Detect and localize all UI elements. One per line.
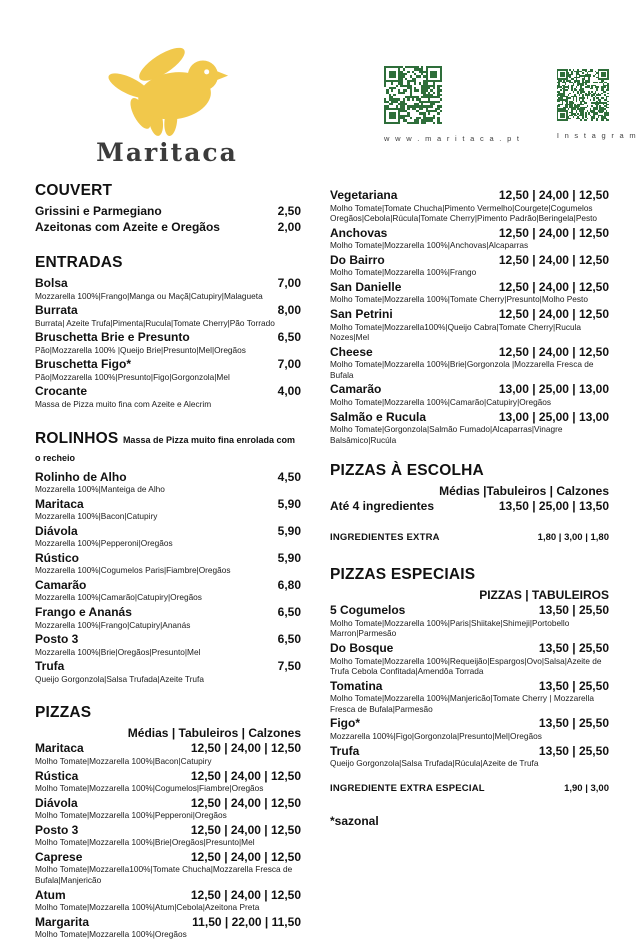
item-price: 12,50 | 24,00 | 12,50 [190,768,301,783]
menu-item [35,915,301,940]
item-name: Diávola [35,795,78,810]
qr-website-label: w w w . m a r i t a c a . p t [384,134,521,143]
menu-item-row [35,915,301,929]
item-ingredients: Pão|Mozzarella 100%|Presunto|Figo|Gorgonzola|Mel [35,371,230,382]
menu-item [330,679,609,715]
menu-item [35,551,301,576]
rolinhos-items [35,470,301,685]
item-name: Atum [35,887,66,902]
menu-item [330,603,609,639]
item-name: Camarão [330,382,382,397]
item-ingredients: Molho Tomate|Mozzarella 100%|Manjericão|Tomate Cherry | Mozzarella Fresca de Bufala|Parmesão [330,693,594,714]
menu-item-row [35,578,301,592]
item-price: 6,50 [277,330,301,345]
ingrediente-extra-especial-label: INGREDIENTE EXTRA ESPECIAL [330,782,485,794]
menu-item [35,605,301,630]
menu-item-row [330,188,609,202]
left-column [35,182,301,942]
item-ingredients: Burrata| Azeite Trufa|Pimenta|Rucula|Tomate Cherry|Pão Torrado [35,317,275,328]
right-column [330,188,609,828]
item-name: Rústica [35,768,79,783]
item-ingredients: Mozzarella 100%|Bacon|Catupiry [35,511,158,522]
sazonal-footnote: *sazonal [330,813,379,828]
section-title-escolha: PIZZAS À ESCOLHA [330,462,484,480]
item-price: 13,00 | 25,00 | 13,00 [498,409,609,424]
especiais-items [330,603,609,768]
item-name: Até 4 ingredientes [330,499,435,514]
ingrediente-extra-especial-price: 1,90 | 3,00 [564,782,609,794]
menu-item [330,253,609,278]
menu-item-row [330,641,609,655]
item-name: Camarão [35,577,87,592]
menu-item [35,850,301,886]
item-price: 5,90 [277,523,301,538]
menu-item-row [35,741,301,755]
menu-item [330,280,609,305]
item-price: 12,50 | 24,00 | 12,50 [498,279,609,294]
item-ingredients: Molho Tomate|Gorgonzola|Salmão Fumado|Alcaparras|Vinagre Balsâmico|Rucúla [330,424,563,445]
menu-item-row [330,280,609,294]
menu-item-row [35,769,301,783]
brand-wordmark: Maritaca [96,138,238,167]
menu-item-row [35,850,301,864]
menu-item-row [330,307,609,321]
menu-item [35,524,301,549]
item-ingredients: Molho Tomate|Mozzarella 100%|Tomate Cherry|Presunto|Molho Pesto [330,294,588,305]
item-ingredients: Molho Tomate|Mozzarella 100%|Brie|Gorgonzola |Mozzarella Fresca de Bufala [330,359,594,380]
ingrediente-extra-especial-row [330,783,609,794]
item-ingredients: Queijo Gorgonzola|Salsa Trufada|Rúcula|Azeite de Trufa [330,758,539,769]
escolha-items [330,499,609,513]
item-name: Bruschetta Brie e Presunto [35,330,190,345]
item-price: 13,50 | 25,50 [538,641,609,656]
item-name: Rolinho de Alho [35,469,127,484]
item-price: 13,00 | 25,00 | 13,00 [498,382,609,397]
menu-item [330,382,609,407]
menu-item [35,204,301,218]
item-ingredients: Molho Tomate|Mozzarella 100%|Pepperoni|Oregãos [35,810,227,821]
item-ingredients: Mozzarella 100%|Camarão|Catupiry|Oregãos [35,592,202,603]
item-name: Figo* [330,716,360,731]
menu-item-row [330,603,609,617]
item-ingredients: Molho Tomate|Mozzarella 100%|Paris|Shiitake|Shimeji|Portobello Marron|Parmesão [330,617,570,639]
item-price: 6,50 [277,605,301,620]
menu-item-row [35,823,301,837]
menu-item-row [35,524,301,538]
item-ingredients: Molho Tomate|Mozzarella 100%|Camarão|Catupiry|Oregãos [330,396,552,407]
item-ingredients: Mozzarella 100%|Frango|Catupiry|Ananás [35,619,191,630]
menu-item-row [330,253,609,267]
item-ingredients: Pão|Mozzarella 100% |Queijo Brie|Presunto|Mel|Oregãos [35,344,246,355]
item-name: Burrata [35,303,78,318]
rolinhos-subtitle: Massa de Pizza muito fina enrolada com o recheio [35,434,295,463]
pizzas-continued-items [330,188,609,445]
item-ingredients: Mozzarella 100%|Brie|Oregãos|Presunto|Mel [35,646,201,657]
menu-item [35,384,301,409]
item-name: Salmão e Rucula [330,409,427,424]
qr-instagram-code [557,69,609,121]
item-ingredients: Molho Tomate|Mozzarella 100%|Requeijão|Espargos|Ovo|Salsa|Azeite de Trufa Cebola Confitada|Amendôa Torrada [330,655,602,677]
item-price: 13,50 | 25,00 | 13,50 [498,499,609,514]
item-name: Rústico [35,550,80,565]
item-name: Crocante [35,384,88,399]
item-name: Vegetariana [330,188,398,202]
menu-item [35,578,301,603]
especiais-size-header: PIZZAS | TABULEIROS [479,588,609,603]
item-name: Grissini e Parmegiano [35,204,162,218]
item-name: San Petrini [330,307,393,322]
item-name: Maritaca [35,741,84,756]
section-rolinhos [35,430,301,685]
menu-item [35,632,301,657]
escolha-size-header: Médias |Tabuleiros | Calzones [439,484,609,499]
qr-instagram [557,66,638,140]
menu-item-row [330,744,609,758]
menu-item-row [35,204,301,218]
menu-item-row [35,220,301,234]
item-price: 12,50 | 24,00 | 12,50 [498,252,609,267]
item-price: 13,50 | 25,50 [538,603,609,618]
item-ingredients: Molho Tomate|Mozzarella 100%|Anchovas|Alcaparras [330,240,529,251]
menu-item [35,303,301,328]
item-price: 6,80 [277,577,301,592]
menu-item [35,823,301,848]
item-price: 12,50 | 24,00 | 12,50 [190,849,301,864]
item-ingredients: Molho Tomate|Tomate Chucha|Pimento Vermelho|Courgete|Cogumelos Oregãos|Cebola|Rúcula|Tomate Cherry|Pimento Padrão|Beringela|Pesto [330,202,598,224]
rolinhos-title-text: ROLINHOS [35,429,119,447]
menu-item [330,641,609,677]
menu-item [330,307,609,343]
menu-item-row [35,551,301,565]
item-price: 4,00 [277,384,301,399]
couvert-items [35,204,301,234]
item-name: Tomatina [330,678,383,693]
menu-item [330,188,609,224]
menu-item [330,226,609,251]
item-ingredients: Mozzarella 100%|Frango|Manga ou Maçã|Catupiry|Malagueta [35,290,263,301]
item-price: 12,50 | 24,00 | 12,50 [190,795,301,810]
section-title-rolinhos [35,430,301,466]
menu-item-row [35,888,301,902]
item-price: 12,50 | 24,00 | 12,50 [498,344,609,359]
menu-item-row [330,499,609,513]
menu-item-row [330,345,609,359]
section-pizzas-a-escolha [330,462,609,543]
menu-item-row [35,384,301,398]
item-price: 7,00 [277,276,301,290]
menu-item [35,497,301,522]
item-name: Trufa [330,743,360,758]
item-price: 2,00 [277,220,301,234]
menu-item-row [35,276,301,290]
item-name: Cheese [330,344,373,359]
ingredientes-extra-row [330,532,609,543]
item-price: 5,90 [277,550,301,565]
menu-item [35,769,301,794]
item-name: Bruschetta Figo* [35,357,132,372]
menu-item-row [35,303,301,317]
item-ingredients: Queijo Gorgonzola|Salsa Trufada|Azeite Trufa [35,673,204,684]
menu-item [35,796,301,821]
item-name: Do Bosque [330,641,394,656]
menu-item [330,744,609,769]
item-price: 7,00 [277,357,301,372]
menu-item [35,888,301,913]
item-ingredients: Molho Tomate|Mozzarella 100%|Frango [330,267,477,278]
menu-item [35,357,301,382]
item-name: Posto 3 [35,822,79,837]
item-price: 7,50 [277,659,301,674]
item-price: 8,00 [277,303,301,318]
qr-website [384,66,521,143]
menu-item-row [35,470,301,484]
menu-item [330,410,609,446]
item-price: 12,50 | 24,00 | 12,50 [498,307,609,322]
item-price: 13,50 | 25,50 [538,743,609,758]
ingredientes-extra-price: 1,80 | 3,00 | 1,80 [537,532,609,544]
item-ingredients: Mozzarella 100%|Cogumelos Paris|Fiambre|Oregãos [35,565,231,576]
section-couvert [35,182,301,234]
section-pizzas [35,704,301,939]
item-ingredients: Molho Tomate|Mozzarella100%|Queijo Cabra|Tomate Cherry|Rucula Nozes|Mel [330,321,582,343]
menu-item-row [35,796,301,810]
pizzas-size-header: Médias | Tabuleiros | Calzones [127,726,301,741]
item-name: 5 Cogumelos [330,603,406,618]
logo [92,44,242,167]
menu-item [330,499,609,513]
item-price: 12,50 | 24,00 | 12,50 [190,822,301,837]
entradas-items [35,276,301,410]
item-name: Anchovas [330,225,388,240]
item-price: 13,50 | 25,50 [538,678,609,693]
pizzas-items [35,741,301,939]
item-price: 6,50 [277,632,301,647]
menu-item-row [35,497,301,511]
menu-item-row [330,716,609,730]
item-name: Posto 3 [35,632,79,647]
menu-item-row [330,410,609,424]
item-name: Maritaca [35,496,84,511]
menu-item-row [330,226,609,240]
menu-item-row [35,632,301,646]
menu-item-row [35,605,301,619]
menu-item [35,659,301,684]
qr-instagram-label: I n s t a g r a m [556,131,638,140]
item-name: Diávola [35,523,78,538]
item-ingredients: Molho Tomate|Mozzarella 100%|Brie|Oregãos|Presunto|Mel [35,837,255,848]
item-name: San Danielle [330,279,402,294]
menu-item-row [35,659,301,673]
item-price: 12,50 | 24,00 | 12,50 [498,188,609,202]
item-ingredients: Molho Tomate|Mozzarella 100%|Cogumelos|Fiambre|Oregãos [35,783,264,794]
item-name: Margarita [35,914,90,929]
item-price: 13,50 | 25,50 [538,716,609,731]
section-pizzas-continued [330,188,609,445]
item-name: Trufa [35,659,65,674]
item-ingredients: Molho Tomate|Mozzarella100%|Tomate Chucha|Mozzarella Fresca de Bufala|Manjericão [35,864,293,885]
menu-item [330,345,609,381]
menu-item [35,220,301,234]
item-ingredients: Mozzarella 100%|Manteiga de Alho [35,484,165,495]
item-ingredients: Molho Tomate|Mozzarella 100%|Bacon|Catupiry [35,755,212,766]
section-entradas [35,254,301,410]
menu-item-row [35,330,301,344]
item-name: Bolsa [35,276,68,290]
menu-item [330,716,609,741]
menu-item [35,276,301,301]
menu-item-row [330,679,609,693]
qr-group [384,66,637,143]
item-name: Azeitonas com Azeite e Oregãos [35,220,220,234]
item-ingredients: Molho Tomate|Mozzarella 100%|Oregãos [35,929,187,940]
section-title-couvert: COUVERT [35,182,113,199]
item-price: 5,90 [277,496,301,511]
menu-item-row [35,357,301,371]
item-price: 2,50 [277,204,301,218]
item-price: 11,50 | 22,00 | 11,50 [192,914,301,929]
item-ingredients: Molho Tomate|Mozzarella 100%|Atum|Cebola|Azeitona Preta [35,902,260,913]
qr-website-code [384,66,442,124]
section-title-especiais: PIZZAS ESPECIAIS [330,566,476,584]
item-ingredients: Mozzarella 100%|Figo|Gorgonzola|Presunto|Mel|Oregãos [330,730,542,741]
item-price: 4,50 [277,469,301,484]
bird-logo-icon [104,44,230,140]
item-ingredients: Mozzarella 100%|Pepperoni|Oregãos [35,538,173,549]
section-pizzas-especiais [330,566,609,827]
item-name: Caprese [35,849,83,864]
item-ingredients: Massa de Pizza muito fina com Azeite e Alecrim [35,398,212,409]
menu-item [35,330,301,355]
section-title-entradas: ENTRADAS [35,254,123,271]
item-price: 12,50 | 24,00 | 12,50 [498,225,609,240]
menu-item [35,470,301,495]
item-price: 12,50 | 24,00 | 12,50 [190,741,301,756]
ingredientes-extra-label: INGREDIENTES EXTRA [330,532,440,544]
section-title-pizzas: PIZZAS [35,704,92,722]
menu-item-row [330,382,609,396]
item-name: Do Bairro [330,252,385,267]
menu-item [35,741,301,766]
item-name: Frango e Ananás [35,605,132,620]
item-price: 12,50 | 24,00 | 12,50 [190,887,301,902]
